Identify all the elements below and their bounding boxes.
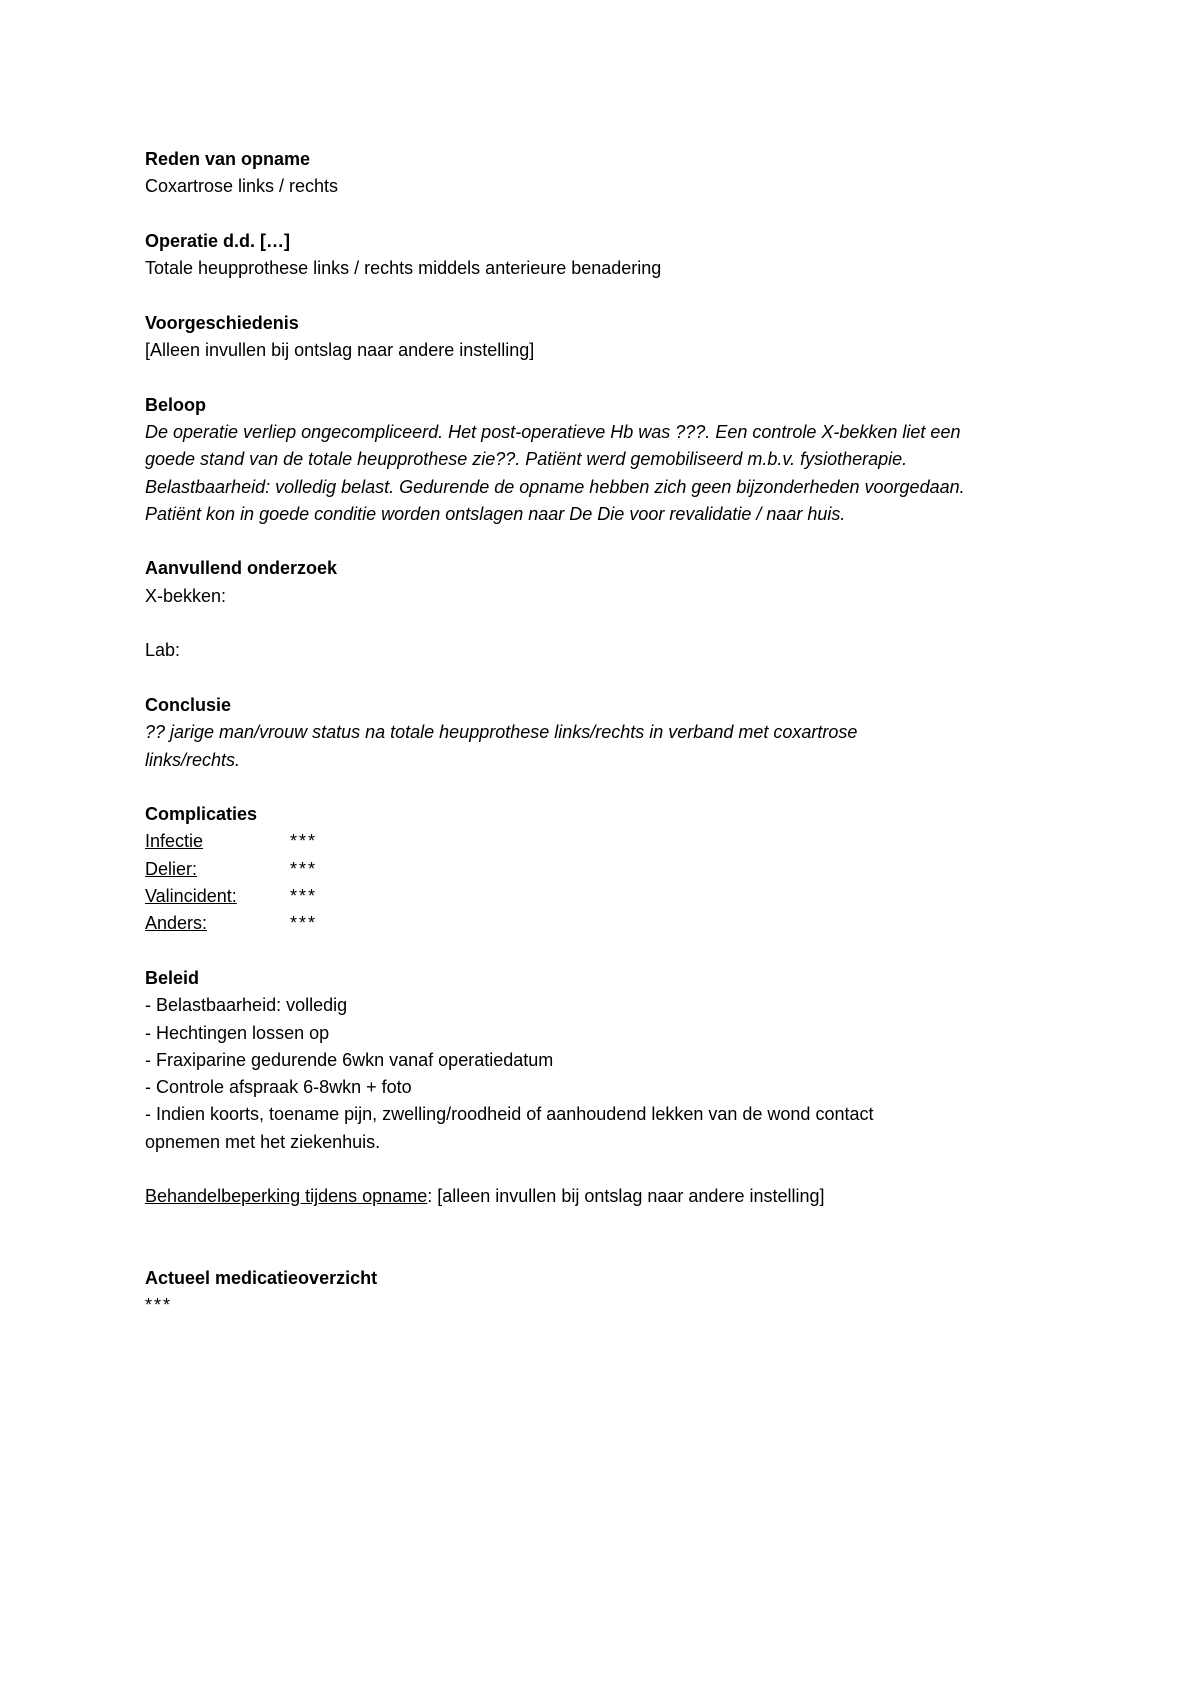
conclusie-line: links/rechts. [145, 749, 241, 770]
complicatie-label: Anders: [145, 913, 208, 934]
beleid-item: - Hechtingen lossen op [145, 1022, 330, 1043]
complicatie-value: *** [290, 858, 318, 879]
lab-label: Lab: [145, 640, 181, 661]
medicatie-text: *** [145, 1295, 173, 1316]
beleid-item: - Belastbaarheid: volledig [145, 995, 348, 1016]
operatie-text: Totale heupprothese links / rechts middels anterieure benadering [145, 258, 662, 279]
beloop-line: Patiënt kon in goede conditie worden ontslagen naar De Die voor revalidatie / naar huis. [145, 503, 846, 524]
complicatie-label: Valincident: [145, 886, 237, 907]
beleid-list [145, 992, 1085, 1156]
section-heading-beloop: Beloop [145, 394, 206, 415]
section-heading-operatie: Operatie d.d. […] [145, 230, 291, 251]
behandelbeperking-label: Behandelbeperking tijdens opname [145, 1186, 428, 1207]
beloop-line: Belastbaarheid: volledig belast. Gedurende de opname hebben zich geen bijzonderheden voorgedaan. [145, 476, 965, 497]
beloop-line: De operatie verliep ongecompliceerd. Het post-operatieve Hb was ???. Een controle X-bekken liet een [145, 421, 961, 442]
complicaties-list [145, 828, 1085, 937]
behandelbeperking-text: [alleen invullen bij ontslag naar andere instelling] [432, 1186, 825, 1207]
beloop-paragraph [145, 419, 1085, 528]
discharge-letter-document [145, 146, 1085, 1320]
section-heading-medicatie: Actueel medicatieoverzicht [145, 1268, 378, 1289]
complicatie-row [145, 883, 1085, 910]
beloop-line: goede stand van de totale heupprothese zie??. Patiënt werd gemobiliseerd m.b.v. fysiotherapie. [145, 449, 908, 470]
behandelbeperking-colon: : [427, 1186, 433, 1207]
section-heading-reden: Reden van opname [145, 149, 311, 169]
voorgeschiedenis-text: [Alleen invullen bij ontslag naar andere instelling] [145, 340, 535, 361]
complicatie-label: Delier: [145, 858, 198, 879]
section-heading-conclusie: Conclusie [145, 694, 232, 715]
complicatie-value: *** [290, 886, 318, 907]
complicatie-label: Infectie [145, 831, 204, 852]
section-heading-complicaties: Complicaties [145, 804, 258, 825]
beleid-item: - Fraxiparine gedurende 6wkn vanaf operatiedatum [145, 1049, 554, 1070]
conclusie-line: ?? jarige man/vrouw status na totale heupprothese links/rechts in verband met coxartrose [145, 722, 858, 743]
behandelbeperking-line [145, 1183, 1085, 1210]
complicatie-row [145, 856, 1085, 883]
reden-text: Coxartrose links / rechts [145, 176, 339, 197]
beleid-item: - Controle afspraak 6-8wkn + foto [145, 1077, 412, 1098]
xbekken-label: X-bekken: [145, 585, 227, 606]
section-heading-voorgeschiedenis: Voorgeschiedenis [145, 312, 299, 333]
section-heading-onderzoek: Aanvullend onderzoek [145, 558, 338, 579]
beleid-item: opnemen met het ziekenhuis. [145, 1131, 381, 1152]
complicatie-row [145, 910, 1085, 937]
complicatie-row [145, 828, 1085, 855]
conclusie-paragraph [145, 719, 1085, 774]
complicatie-value: *** [290, 831, 318, 852]
beleid-item: - Indien koorts, toename pijn, zwelling/roodheid of aanhoudend lekken van de wond contact [145, 1104, 874, 1125]
complicatie-value: *** [290, 913, 318, 934]
section-heading-beleid: Beleid [145, 967, 200, 988]
